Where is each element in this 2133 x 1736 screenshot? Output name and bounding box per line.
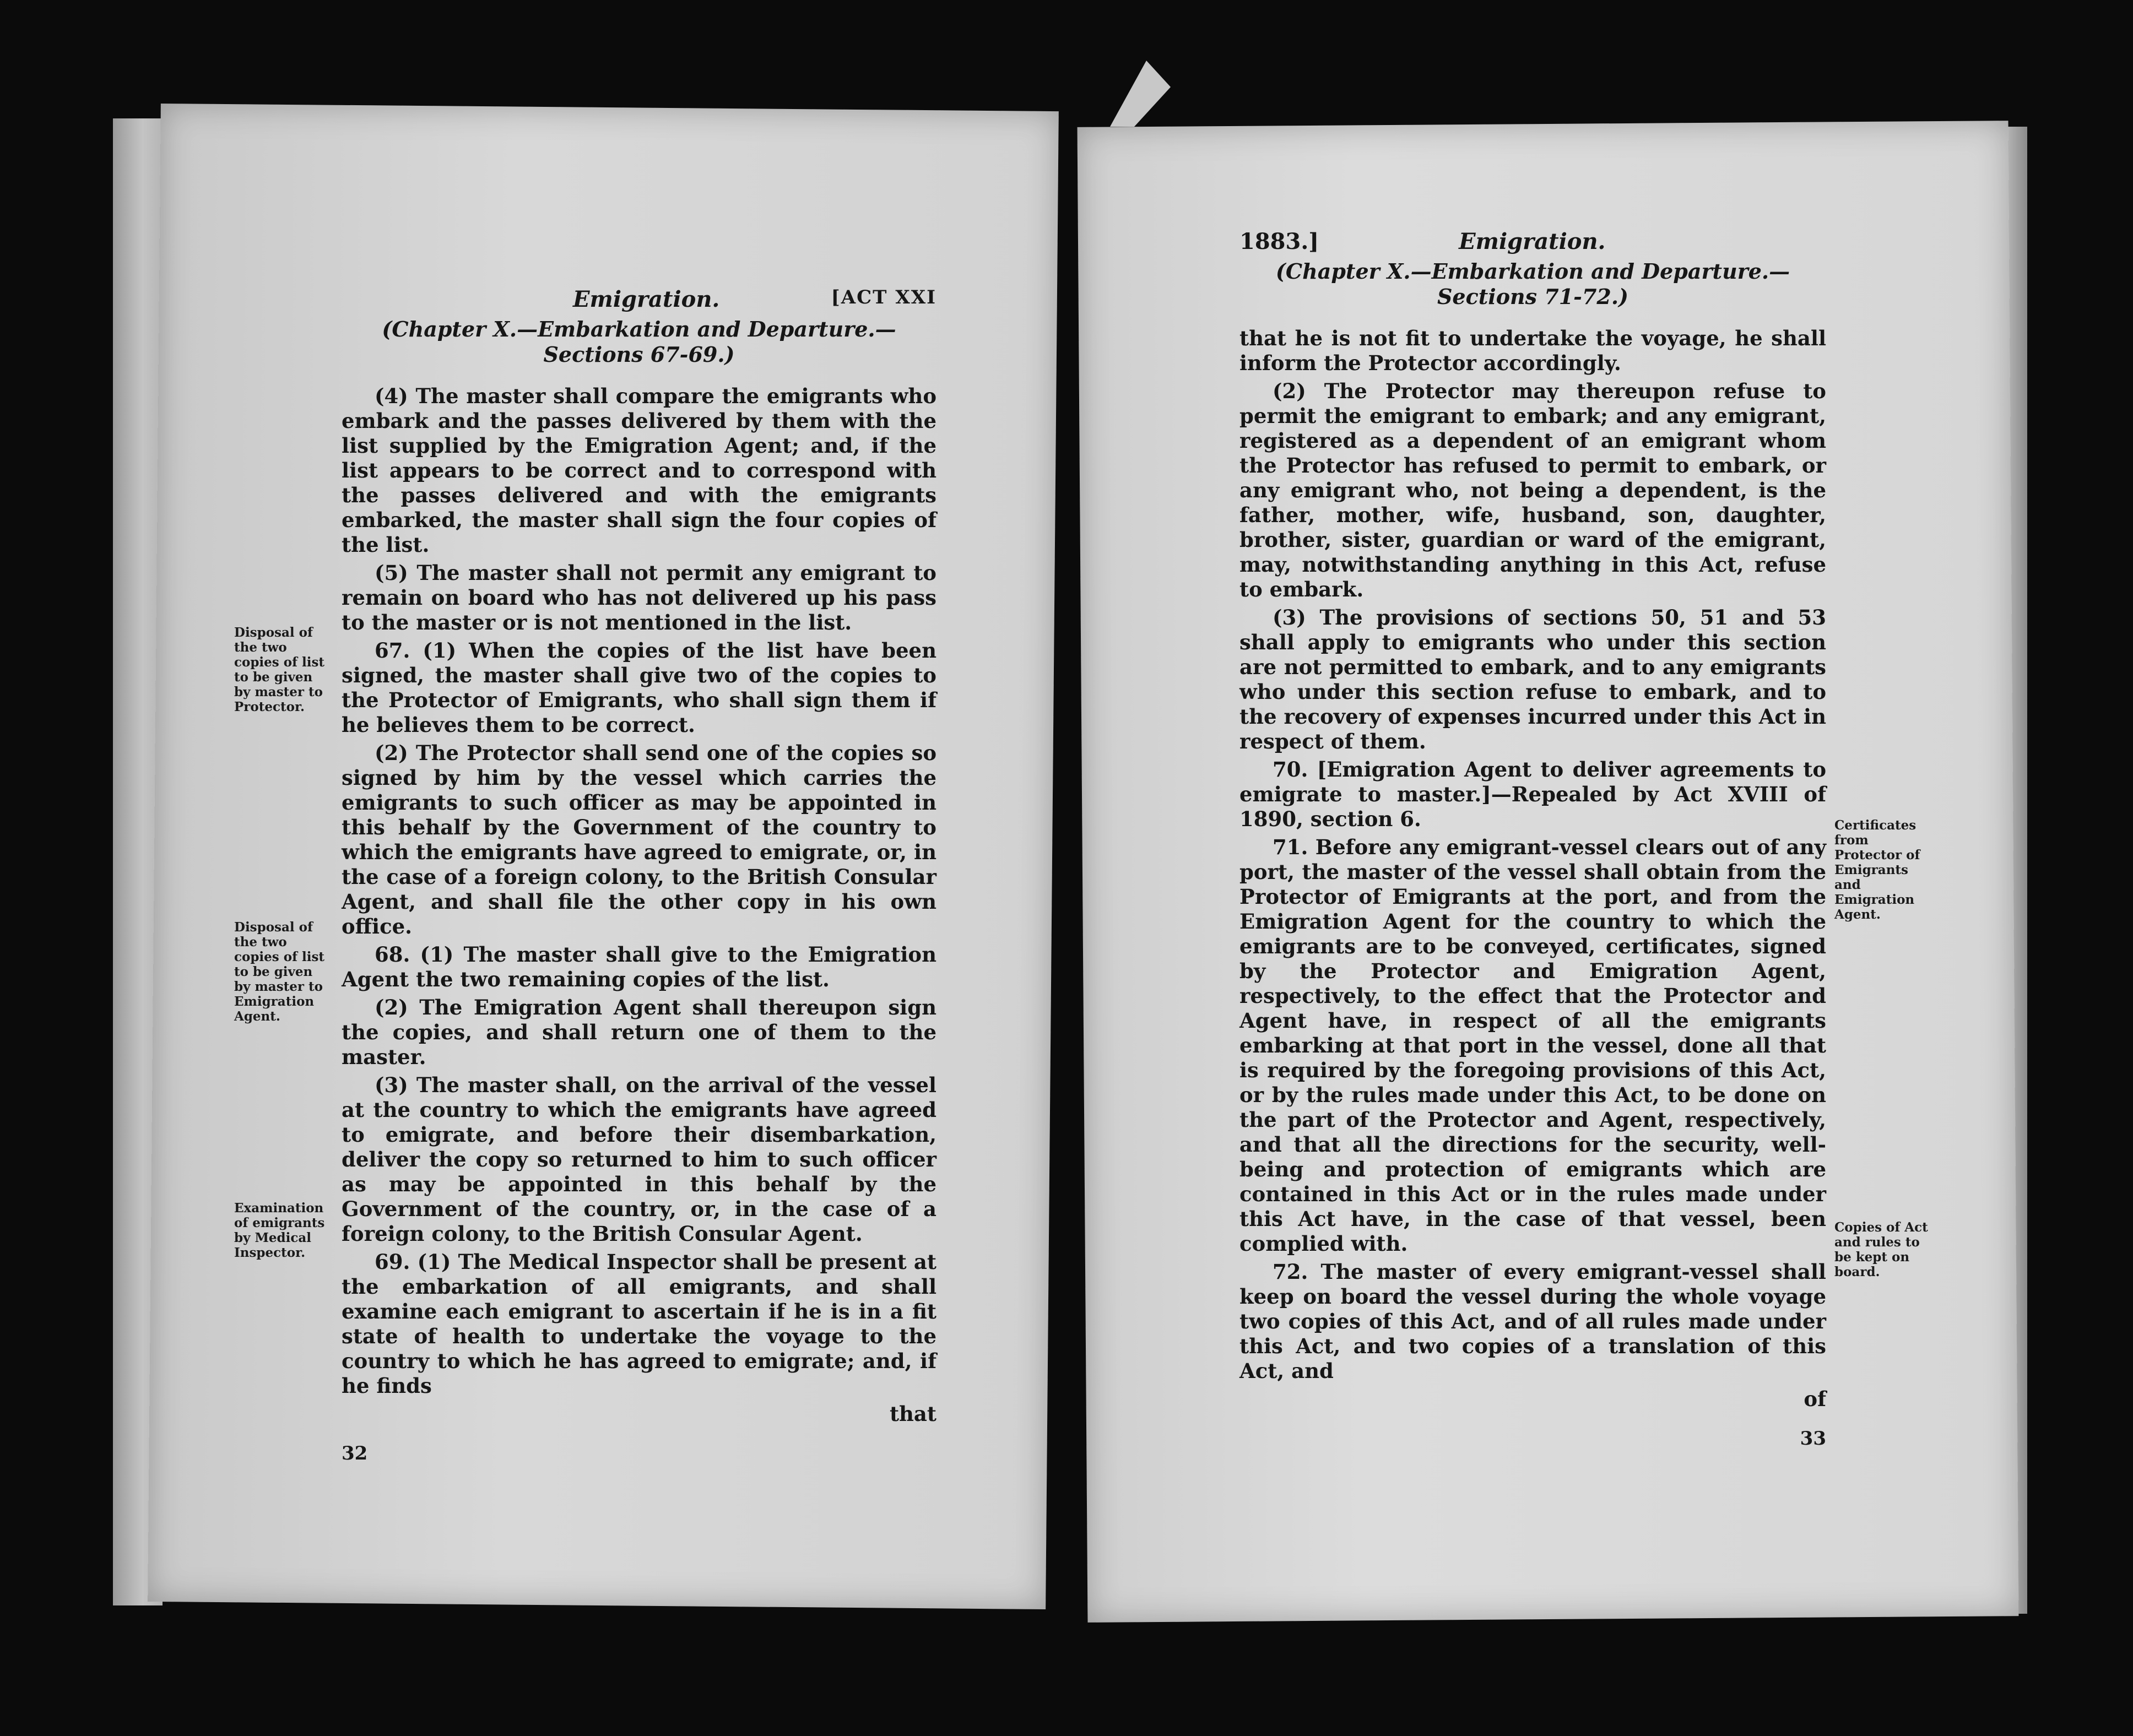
right-text-column	[1239, 229, 1826, 1450]
paragraph: that he is not fit to undertake the voyage, he shall inform the Protector accordingly.	[1239, 326, 1826, 375]
left-page-number: 32	[342, 1442, 368, 1464]
paragraph: 67. (1) When the copies of the list have been signed, the master shall give two of the copies to the Protector of Emigrants, who shall sign them if he believes them to be correct.	[342, 638, 936, 737]
left-running-head	[342, 286, 936, 312]
left-chapter-subhead: (Chapter X.—Embarkation and Departure.—Sections 67-69.)	[382, 317, 896, 367]
margin-note: Certificates from Protector of Emigrants and Emigration Agent.	[1834, 818, 1920, 922]
right-chapter-subhead: (Chapter X.—Embarkation and Departure.—Sections 71-72.)	[1275, 259, 1790, 309]
paragraph: (5) The master shall not permit any emigrant to remain on board who has not delivered up his pass to the master or is not mentioned in the list.	[342, 561, 936, 634]
margin-note: Disposal of the two copies of list to be given by master to Emigration Agent.	[234, 920, 325, 1024]
right-page-number: 33	[1800, 1428, 1826, 1450]
paragraph: (2) The Protector may thereupon refuse to permit the emigrant to embark; and any emigrant, registered as a dependent of an emigrant whom the Protector has refused to permit to embark, or any emigrant who, not being a dependent, is the father, mother, wife, husband, son, daughter, brother, sister, guardian or ward of the emigrant, may, notwithstanding anything in this Act, refuse to embark.	[1239, 379, 1826, 601]
left-text-column	[342, 286, 936, 1464]
paragraph: 72. The master of every emigrant-vessel shall keep on board the vessel during the whole voyage two copies of this Act, and of all rules made under this Act, and two copies of a translation of this Act, and	[1239, 1260, 1826, 1383]
right-catchword: of	[1804, 1387, 1826, 1411]
paragraph: 70. [Emigration Agent to deliver agreements to emigrate to master.]—Repealed by Act XVIII of 1890, section 6.	[1239, 757, 1826, 831]
paragraph: 68. (1) The master shall give to the Emigration Agent the two remaining copies of the list.	[342, 942, 936, 991]
paragraph: (2) The Emigration Agent shall thereupon sign the copies, and shall return one of them to the master.	[342, 995, 936, 1069]
paragraph: (4) The master shall compare the emigrants who embark and the passes delivered by them with the list supplied by the Emigration Agent; and, if the list appears to be correct and to correspond with the passes delivered and with the emigrants embarked, the master shall sign the four copies of the list.	[342, 384, 936, 557]
torn-paper-fragment	[1110, 61, 1171, 127]
paragraph: (2) The Protector shall send one of the copies so signed by him by the vessel which carries the emigrants to such officer as may be appointed in this behalf by the Government of the country to which the emigrants have agreed to emigrate, or, in the case of a foreign colony, to the British Consular Agent, and shall file the other copy in his own office.	[342, 741, 936, 938]
paragraph: 71. Before any emigrant-vessel clears out of any port, the master of the vessel shall obtain from the Protector of Emigrants at the port, and from the Emigration Agent for the country to which the emigrants are to be conveyed, certificates, signed by the Protector and Emigration Agent, respectively, to the effect that the Protector and Agent have, in respect of all the emigrants embarking at that port in the vessel, done all that is required by the foregoing provisions of this Act, or by the rules made under this Act, to be done on the part of the Protector and Agent, respectively, and that all the directions for the security, well-being and protection of emigrants which are contained in this Act or in the rules made under this Act have, in the case of that vessel, been complied with.	[1239, 835, 1826, 1256]
margin-note: Copies of Act and rules to be kept on board.	[1834, 1220, 1928, 1279]
left-running-title: Emigration.	[573, 286, 720, 312]
act-reference: [ACT XXI	[831, 286, 936, 308]
margin-note: Examination of emigrants by Medical Inspector.	[234, 1201, 325, 1260]
paragraph: (3) The master shall, on the arrival of the vessel at the country to which the emigrants have agreed to emigrate, and before their disembarkation, deliver the copy so returned to him to such officer as may be appointed in this behalf by the Government of the country, or, in the case of a foreign colony, to the British Consular Agent.	[342, 1073, 936, 1246]
paragraph: 69. (1) The Medical Inspector shall be present at the embarkation of all emigrants, and shall examine each emigrant to ascertain if he is in a fit state of health to undertake the voyage to the country to which he has agreed to emigrate; and, if he finds	[342, 1250, 936, 1398]
margin-note: Disposal of the two copies of list to be given by master to Protector.	[234, 625, 325, 714]
year-reference: 1883.]	[1239, 229, 1319, 254]
right-running-head	[1239, 229, 1826, 254]
right-running-title: Emigration.	[1459, 229, 1606, 254]
left-catchword: that	[889, 1402, 936, 1426]
paragraph: (3) The provisions of sections 50, 51 and 53 shall apply to emigrants who under this section are not permitted to embark, and to any emigrants who under this section refuse to embark, and to the recovery of expenses incurred under this Act in respect of them.	[1239, 605, 1826, 753]
